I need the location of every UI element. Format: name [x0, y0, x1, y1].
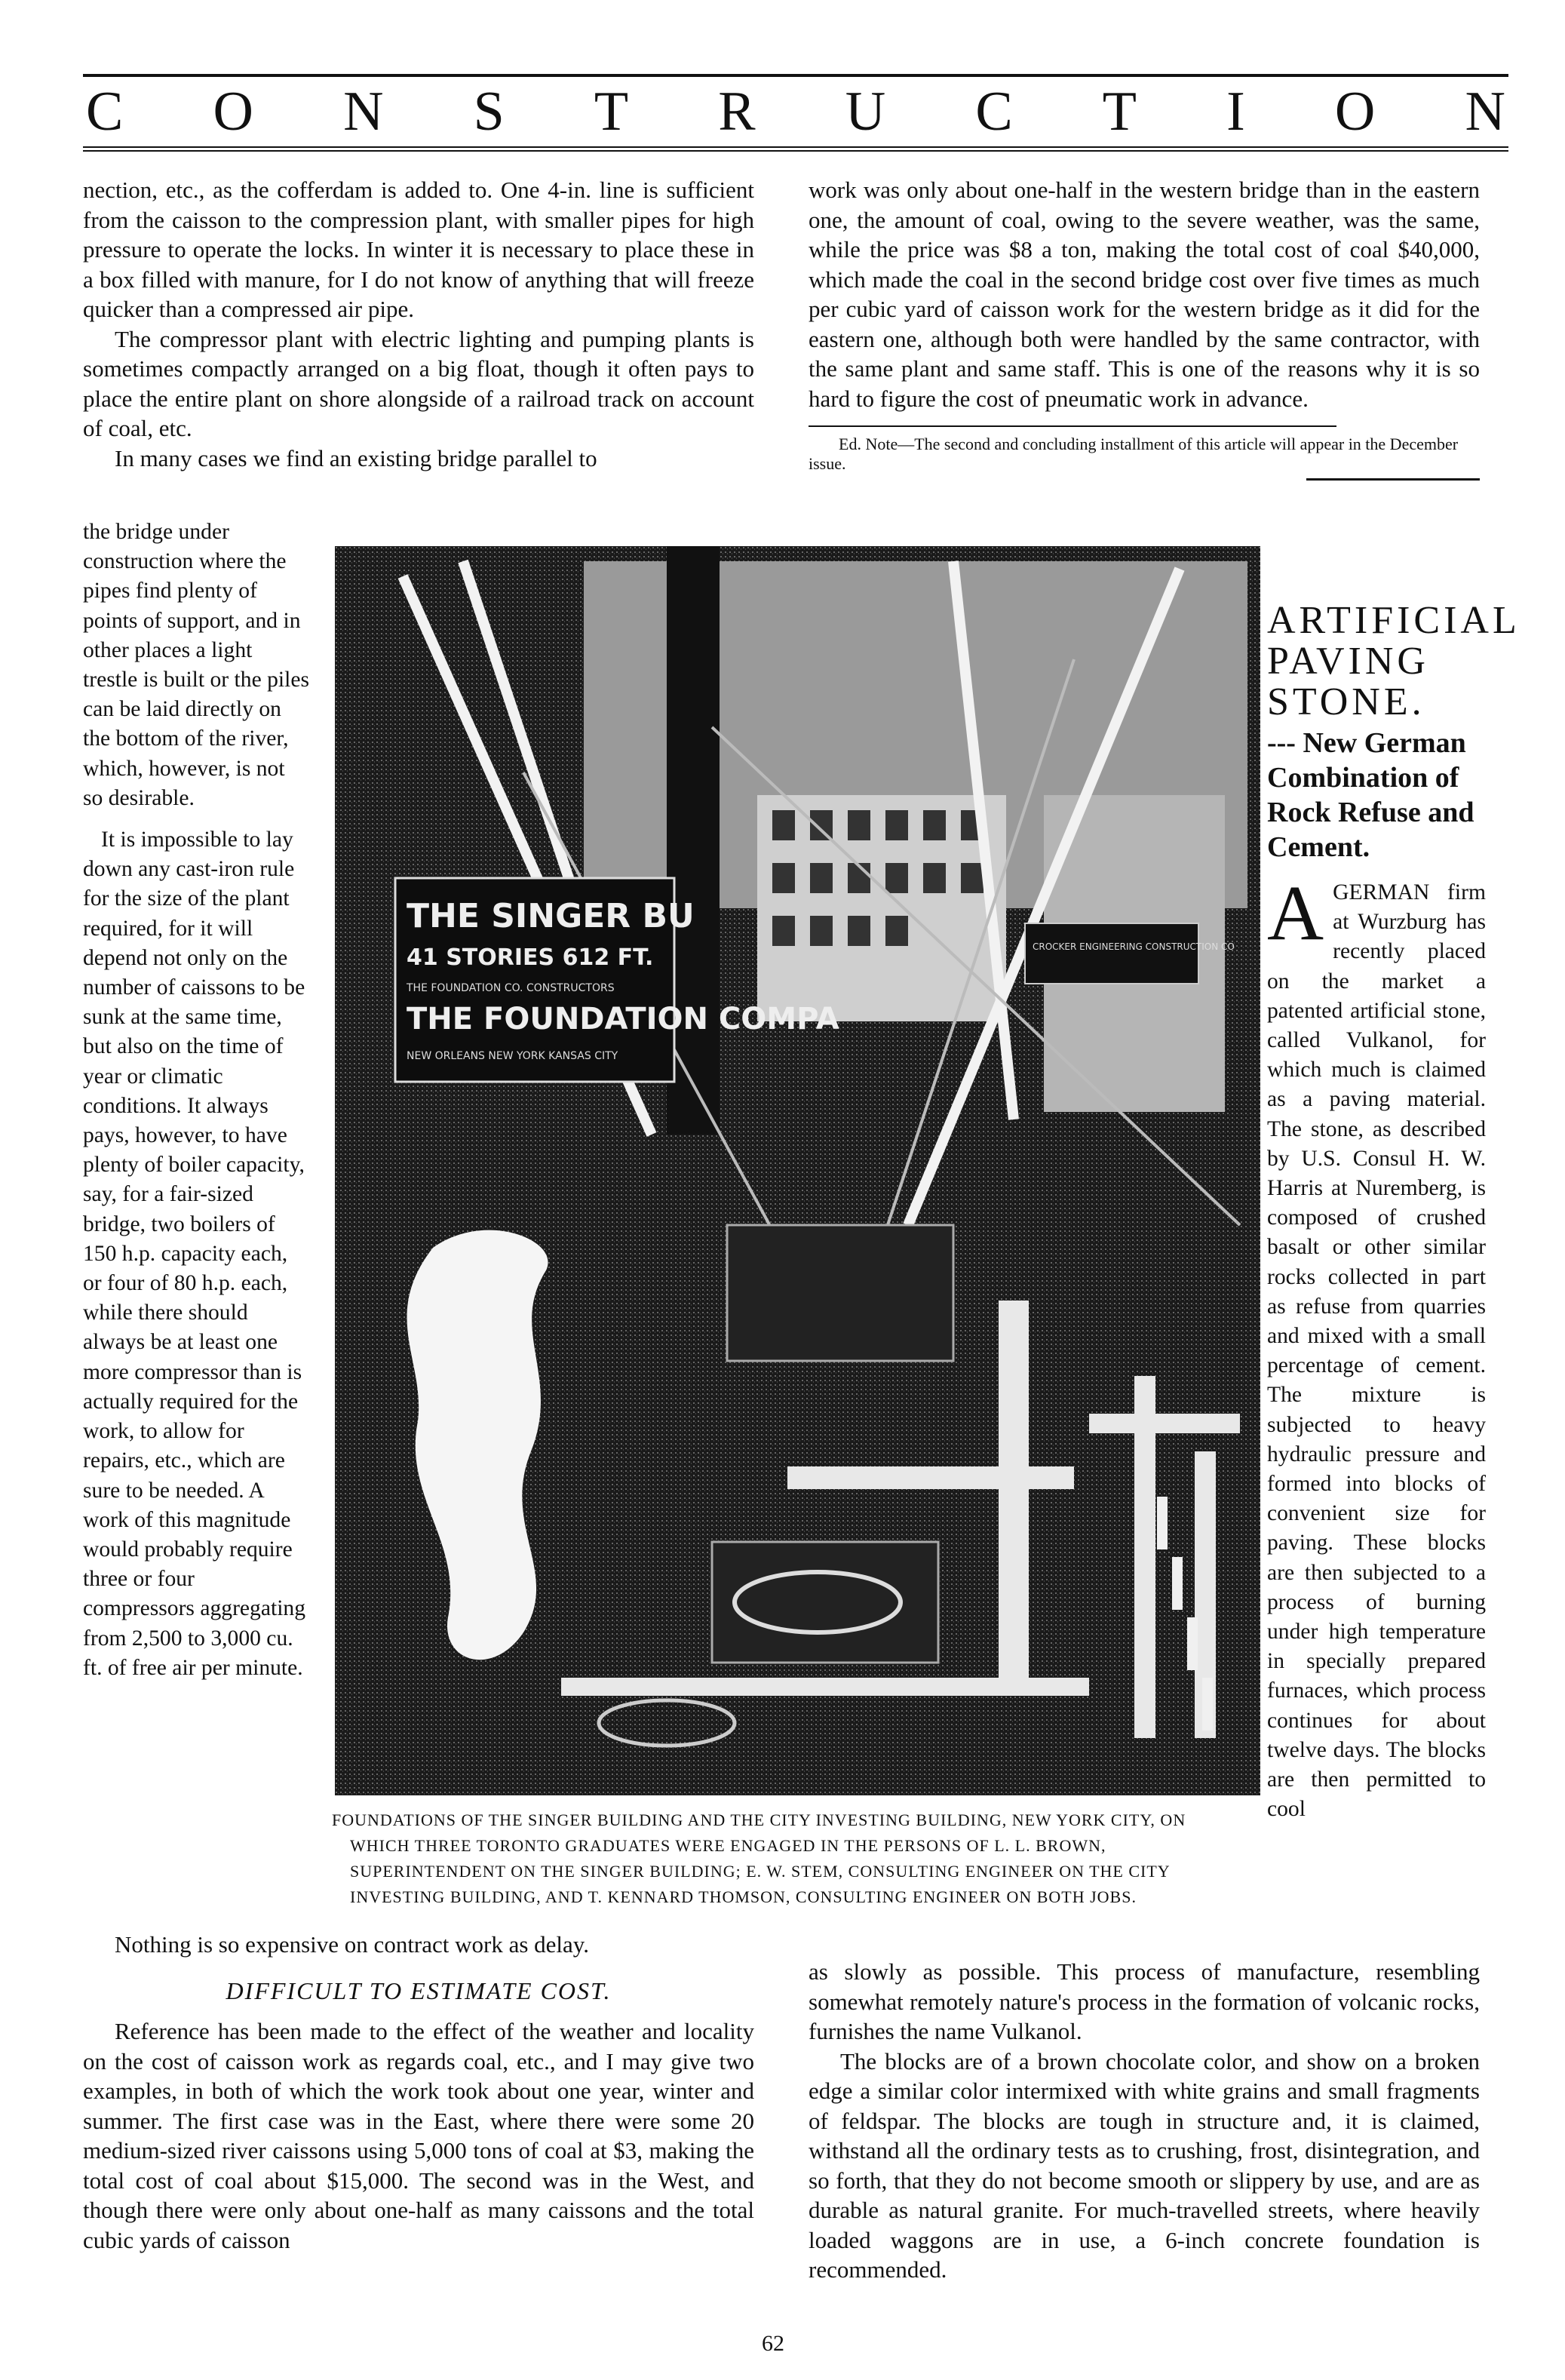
right-column-top	[809, 175, 1480, 481]
masthead-letter: N	[343, 81, 384, 143]
photo-caption	[332, 1807, 1244, 1910]
paragraph: nection, etc., as the cofferdam is added to. One 4-in. line is sufficient from the caisson to the compression plant, with smaller pipes for high pressure to operate the locks. In winter it is necessary to place these in a box filled with manure, for I do not know of anything that will freeze quicker than a compressed air pipe.	[83, 177, 754, 322]
masthead-letter: C	[975, 81, 1013, 143]
masthead-title	[83, 77, 1508, 146]
sign-right: CROCKER ENGINEERING CONSTRUCTION CO	[1033, 941, 1235, 952]
paragraph: Reference has been made to the effect of the weather and locality on the cost of caisson work as regards coal, etc., and I may give two examples, in both of which the work took about one year, winter and summer. The first case was in the East, where there were some 20 medium-sized river caissons using 5,000 tons of coal at $3, making the total cost of coal about $15,000. The second was in the West, and though there were only about one-half as many caissons and the total cubic yards of caisson	[83, 2018, 754, 2253]
sign-line: THE SINGER BU	[407, 897, 695, 935]
left-narrow-column	[83, 517, 309, 1683]
section-subhead: DIFFICULT TO ESTIMATE COST.	[226, 1976, 612, 2004]
masthead-letter: O	[213, 81, 253, 143]
masthead-letter: C	[86, 81, 124, 143]
masthead-letter: I	[1226, 81, 1245, 143]
masthead-letter: U	[845, 81, 886, 143]
sign-line: NEW ORLEANS NEW YORK KANSAS CITY	[407, 1050, 618, 1062]
article-text: GERMAN firm at Wurzburg has recently placed on the market a patented artificial stone, called Vulkanol, for which much is claimed as a paving material. The stone, as described by U.S. Consul H. W. Harris at Nuremberg, is composed of crushed basalt or other similar rocks collected in part as refuse from quarries and mixed with a small percentage of cement. The mixture is subjected to heavy hydraulic pressure and formed into blocks of convenient size for paving. These blocks are then subjected to a process of burning under high temperature in specially prepared furnaces, which process continues for about twelve days. The blocks are then permitted to cool	[1267, 880, 1486, 1822]
paragraph: In many cases we find an existing bridge parallel to	[115, 444, 597, 471]
masthead	[83, 74, 1508, 152]
paragraph: The blocks are of a brown chocolate color, and show on a broken edge a similar color intermixed with white grains and small fragments of feldspar. The blocks are tough in structure and, it is claimed, withstand all the ordinary tests as to crushing, frost, disintegration, and so forth, that they do not become smooth or slippery by use, and are as durable as natural granite. For much-travelled streets, where heavily loaded waggons are in use, a 6-inch concrete foundation is recommended.	[809, 2047, 1480, 2283]
deck: --- New German Combination of Rock Refuse and Cement.	[1267, 727, 1474, 863]
photo-image	[335, 546, 1260, 1795]
masthead-letter: N	[1465, 81, 1505, 143]
construction-photo	[335, 546, 1260, 1795]
masthead-letter: T	[1102, 81, 1137, 143]
article-body-narrow	[1267, 870, 1486, 1825]
drop-cap: A	[1267, 870, 1324, 957]
masthead-letter: S	[473, 81, 505, 143]
left-column-bottom	[83, 1930, 754, 2255]
left-column-top	[83, 175, 754, 473]
paragraph: Nothing is so expensive on contract work as delay.	[115, 1931, 590, 1958]
editor-note: Ed. Note—The second and concluding installment of this article will appear in the December issue.	[809, 435, 1459, 473]
sign-line: THE FOUNDATION COMPA	[407, 1002, 839, 1036]
right-column-bottom	[809, 1957, 1480, 2285]
paragraph: It is impossible to lay down any cast-iron rule for the size of the plant required, for it will depend not only on the number of caissons to be sunk at the same time, but also on the time of year or climatic conditions. It always pays, however, to have plenty of boiler capacity, say, for a fair-sized bridge, two boilers of 150 h.p. capacity each, or four of 80 h.p. each, while there should always be at least one more compressor than is actually required for the work, to allow for repairs, etc., which are sure to be needed. A work of this magnitude would probably require three or four compressors aggregating from 2,500 to 3,000 cu. ft. of free air per minute.	[83, 828, 306, 1680]
headline: ARTIFICIAL PAVING STONE.	[1267, 599, 1519, 723]
caption-text: FOUNDATIONS OF THE SINGER BUILDING AND THE CITY INVESTING BUILDING, NEW YORK CITY, ON WHICH THREE TORONTO GRADUATES WERE ENGAGED IN THE PERSONS OF L. L. BROWN, SUPERINTENDENT ON THE SINGER BUILDING; E. W. STEM, CONSULTING ENGINEER ON THE CITY INVESTING BUILDING, AND T. KENNARD THOMSON, CONSULTING ENGINEER ON BOTH JOBS.	[332, 1810, 1186, 1906]
sign-line: THE FOUNDATION CO. CONSTRUCTORS	[407, 982, 615, 994]
sign-line: 41 STORIES 612 FT.	[407, 944, 654, 971]
paragraph: the bridge under construction where the pipes find plenty of points of support, and in other places a light trestle is built or the piles can be laid directly on the bottom of the river, which, however, is not so desirable.	[83, 520, 309, 810]
masthead-letter: O	[1334, 81, 1376, 143]
paragraph: The compressor plant with electric lighting and pumping plants is sometimes compactly arranged on a big float, though it often pays to place the entire plant on shore alongside of a railroad track on account of coal, etc.	[83, 325, 754, 441]
paragraph: work was only about one-half in the western bridge than in the eastern one, the amount of coal, owing to the severe weather, was the same, while the price was $8 a ton, making the total cost of coal $40,000, which made the coal in the second bridge cost over five times as much per cubic yard of caisson work for the western bridge as it did for the eastern one, although both were handled by the same contractor, with the same plant and same staff. This is one of the reasons why it is so hard to figure the cost of pneumatic work in advance.	[809, 177, 1480, 412]
masthead-letter: T	[594, 81, 629, 143]
divider	[809, 425, 1336, 427]
ornament-divider	[1306, 478, 1480, 481]
article-vulkanol	[1267, 599, 1519, 1825]
page-number: 62	[762, 2331, 784, 2356]
masthead-letter: R	[718, 81, 756, 143]
paragraph: as slowly as possible. This process of manufacture, resembling somewhat remotely nature's process in the formation of volcanic rocks, furnishes the name Vulkanol.	[809, 1958, 1480, 2044]
